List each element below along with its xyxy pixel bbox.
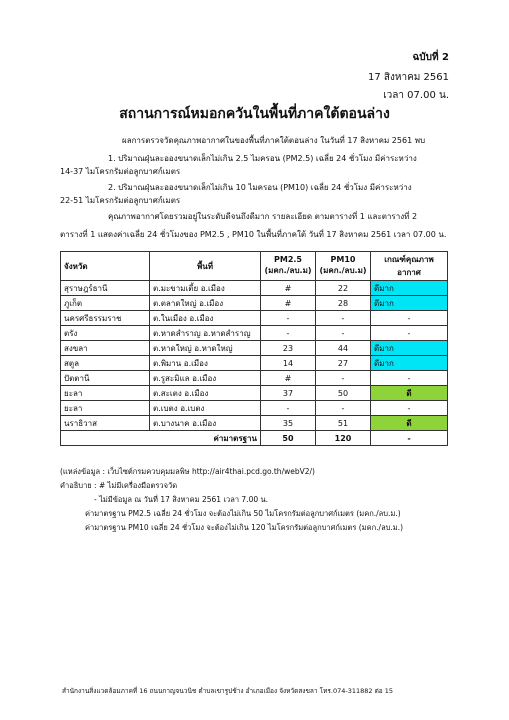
table-row bbox=[61, 326, 448, 341]
row-province: ภูเก็ต bbox=[61, 296, 150, 311]
table-caption: ตารางที่ 1 แสดงค่าเฉลี่ย 24 ชั่วโมงของ PM2.5 , PM10 ในพื้นที่ภาคใต้ วันที่ 17 สิงหาคม 2561 เวลา 07.00 น. bbox=[60, 230, 447, 239]
row-area: ต.พิมาน อ.เมือง bbox=[150, 356, 261, 371]
pm25-unit: (มคก./ลบ.ม) bbox=[264, 266, 312, 275]
row-pm25: # bbox=[261, 371, 316, 386]
row-province: สตูล bbox=[61, 356, 150, 371]
report-date: 17 สิงหาคม 2561 bbox=[367, 72, 449, 83]
item2-line2: 22-51 ไมโครกรัมต่อลูกบาศก์เมตร bbox=[60, 196, 181, 205]
table-row bbox=[61, 401, 448, 416]
table-row bbox=[61, 416, 448, 431]
pm10-standard-note: ค่ามาตรฐาน PM10 เฉลี่ย 24 ชั่วโมง จะต้องไม่เกิน 120 ไมโครกรัมต่อลูกบาศก์เมตร (มคก./ลบ.ม.) bbox=[85, 523, 404, 532]
table-row bbox=[61, 371, 448, 386]
item2-line1: 2. ปริมาณฝุ่นละอองขนาดเล็กไม่เกิน 10 ไมครอน (PM10) เฉลี่ย 24 ชั่วโมง มีค่าระหว่าง bbox=[108, 183, 412, 192]
row-pm25: 23 bbox=[261, 341, 316, 356]
standard-pm25: 50 bbox=[261, 431, 316, 446]
row-province: นครศรีธรรมราช bbox=[61, 311, 150, 326]
row-level: ดีมาก bbox=[371, 296, 448, 311]
pm10-unit: (มคก./ลบ.ม) bbox=[319, 266, 367, 275]
row-province: ยะลา bbox=[61, 401, 150, 416]
row-level: ดีมาก bbox=[371, 341, 448, 356]
pm25-standard-note: ค่ามาตรฐาน PM2.5 เฉลี่ย 24 ชั่วโมง จะต้องไม่เกิน 50 ไมโครกรัมต่อลูกบาศก์เมตร (มคก./ลบ.ม.) bbox=[85, 509, 401, 518]
row-pm25: 37 bbox=[261, 386, 316, 401]
explain-note: คำอธิบาย : # ไม่มีเครื่องมือตรวจวัด bbox=[60, 481, 178, 490]
row-pm25: 35 bbox=[261, 416, 316, 431]
row-pm10: - bbox=[316, 401, 371, 416]
row-pm25: - bbox=[261, 401, 316, 416]
standard-pm10: 120 bbox=[316, 431, 371, 446]
row-province: ปัตตานี bbox=[61, 371, 150, 386]
row-area: ต.หาดใหญ่ อ.หาดใหญ่ bbox=[150, 341, 261, 356]
issue-number: ฉบับที่ 2 bbox=[412, 52, 449, 63]
row-area: ต.ตลาดใหญ่ อ.เมือง bbox=[150, 296, 261, 311]
row-area: ต.รูสะมิแล อ.เมือง bbox=[150, 371, 261, 386]
page-title: สถานการณ์หมอกควันในพื้นที่ภาคใต้ตอนล่าง bbox=[119, 106, 390, 122]
row-pm10: 27 bbox=[316, 356, 371, 371]
row-area: ต.มะขามเตี้ย อ.เมือง bbox=[150, 281, 261, 296]
area-header: พื้นที่ bbox=[150, 252, 261, 281]
row-pm10: 51 bbox=[316, 416, 371, 431]
row-level: - bbox=[371, 311, 448, 326]
air-quality-table bbox=[60, 251, 448, 446]
row-level: ดี bbox=[371, 386, 448, 401]
item1-line1: 1. ปริมาณฝุ่นละอองขนาดเล็กไม่เกิน 2.5 ไมครอน (PM2.5) เฉลี่ย 24 ชั่วโมง มีค่าระหว่าง bbox=[108, 154, 417, 163]
criteria-header: เกณฑ์คุณภาพอากาศ bbox=[371, 252, 448, 281]
table-row bbox=[61, 341, 448, 356]
row-pm10: 44 bbox=[316, 341, 371, 356]
row-level: - bbox=[371, 401, 448, 416]
row-pm10: - bbox=[316, 326, 371, 341]
row-province: สุราษฎร์ธานี bbox=[61, 281, 150, 296]
row-pm25: 14 bbox=[261, 356, 316, 371]
row-pm25: - bbox=[261, 326, 316, 341]
report-time: เวลา 07.00 น. bbox=[383, 90, 449, 101]
table-header-row bbox=[61, 252, 448, 281]
row-province: สงขลา bbox=[61, 341, 150, 356]
nodata-note: - ไม่มีข้อมูล ณ วันที่ 17 สิงหาคม 2561 เวลา 7.00 น. bbox=[94, 495, 269, 504]
row-area: ต.ในเมือง อ.เมือง bbox=[150, 311, 261, 326]
row-pm25: - bbox=[261, 311, 316, 326]
row-level: - bbox=[371, 326, 448, 341]
row-pm10: 22 bbox=[316, 281, 371, 296]
row-pm10: 50 bbox=[316, 386, 371, 401]
pm25-header-label: PM2.5 bbox=[274, 255, 302, 264]
row-pm10: - bbox=[316, 371, 371, 386]
table-row bbox=[61, 311, 448, 326]
province-header: จังหวัด bbox=[61, 252, 150, 281]
row-area: ต.หาดสำราญ อ.หาดสำราญ bbox=[150, 326, 261, 341]
standard-row bbox=[61, 431, 448, 446]
table-row bbox=[61, 281, 448, 296]
table-row bbox=[61, 296, 448, 311]
row-province: ยะลา bbox=[61, 386, 150, 401]
row-level: ดีมาก bbox=[371, 356, 448, 371]
row-pm25: # bbox=[261, 281, 316, 296]
row-pm25: # bbox=[261, 296, 316, 311]
pm10-header bbox=[316, 252, 371, 281]
row-province: ตรัง bbox=[61, 326, 150, 341]
row-pm10: - bbox=[316, 311, 371, 326]
row-area: ต.เบตง อ.เบตง bbox=[150, 401, 261, 416]
row-province: นราธิวาส bbox=[61, 416, 150, 431]
summary-line1: คุณภาพอากาศโดยรวมอยู่ในระดับดีจนถึงดีมาก รายละเอียด ตามตารางที่ 1 และตารางที่ 2 bbox=[108, 212, 418, 221]
pm10-header-label: PM10 bbox=[330, 255, 356, 264]
row-pm10: 28 bbox=[316, 296, 371, 311]
intro-paragraph: ผลการตรวจวัดคุณภาพอากาศในของพื้นที่ภาคใต้ตอนล่าง ในวันที่ 17 สิงหาคม 2561 พบ bbox=[122, 136, 426, 145]
row-area: ต.สะเตง อ.เมือง bbox=[150, 386, 261, 401]
row-level: ดีมาก bbox=[371, 281, 448, 296]
source-note: (แหล่งข้อมูล : เว็บไซต์กรมควบคุมมลพิษ http://air4thai.pcd.go.th/webV2/) bbox=[60, 467, 315, 476]
row-level: - bbox=[371, 371, 448, 386]
row-level: ดี bbox=[371, 416, 448, 431]
table-row bbox=[61, 356, 448, 371]
standard-level: - bbox=[371, 431, 448, 446]
item1-line2: 14-37 ไมโครกรัมต่อลูกบาศก์เมตร bbox=[60, 167, 181, 176]
pm25-header bbox=[261, 252, 316, 281]
table-row bbox=[61, 386, 448, 401]
footer-address: สำนักงานสิ่งแวดล้อมภาคที่ 16 ถนนกาญจนวนิช ตำบลเขารูปช้าง อำเภอเมือง จังหวัดสงขลา โทร.074-311882 ต่อ 15 bbox=[62, 687, 394, 695]
standard-label: ค่ามาตรฐาน bbox=[61, 431, 261, 446]
row-area: ต.บางนาค อ.เมือง bbox=[150, 416, 261, 431]
